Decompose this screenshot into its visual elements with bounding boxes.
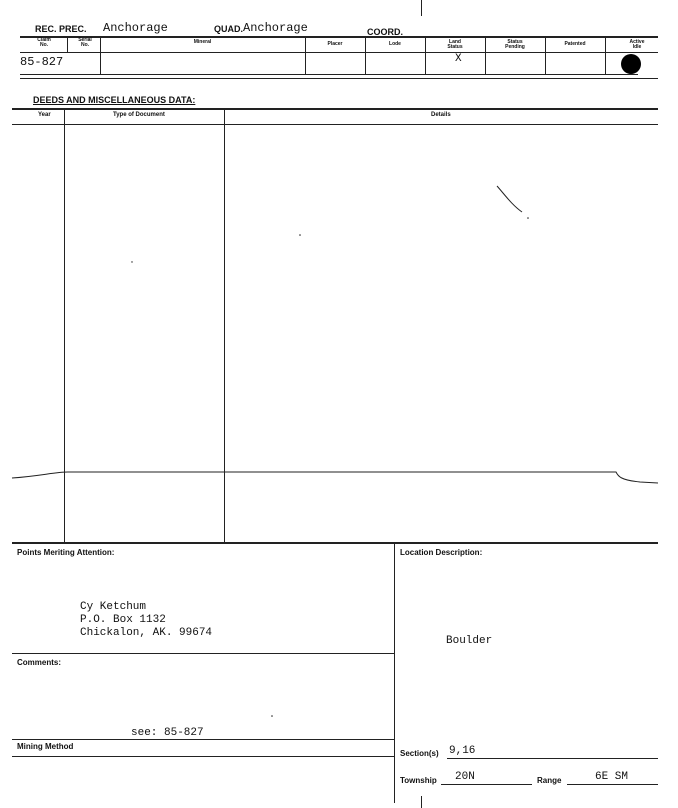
top-tick-mark	[421, 0, 422, 16]
township-value: 20N	[455, 771, 475, 783]
bottom-col-divider	[394, 543, 395, 803]
col-land-status-header: Land Status	[447, 39, 463, 50]
claim-row-bottom-rule	[20, 74, 638, 75]
col-divider	[605, 37, 606, 74]
mining-method-bottom-rule	[12, 756, 394, 757]
quad-value: Anchorage	[243, 21, 308, 35]
location-description-label: Location Description:	[400, 548, 483, 557]
col-divider	[67, 37, 68, 52]
range-label: Range	[537, 776, 562, 785]
deeds-col-details: Details	[431, 112, 451, 118]
sections-value: 9,16	[449, 745, 476, 757]
col-patented-header: Patented	[564, 41, 586, 47]
rec-prec-label: REC. PREC.	[35, 24, 87, 34]
range-value: 6E SM	[595, 771, 629, 783]
subheader-rule	[20, 52, 658, 53]
quad-label: QUAD.	[214, 24, 243, 34]
deeds-header-rule	[12, 124, 658, 125]
land-status-mark: X	[455, 53, 462, 65]
col-status-pending-header: Status Pending	[505, 39, 525, 50]
claim-number-value: 85-827	[20, 55, 64, 69]
col-placer-header: Placer	[327, 41, 343, 47]
col-claim-no-header: Claim No.	[37, 37, 51, 48]
deeds-top-rule	[12, 108, 658, 110]
deeds-section-title: DEEDS AND MISCELLANEOUS DATA:	[33, 95, 196, 105]
mining-method-top-rule	[12, 739, 394, 740]
col-active-idle-header: Active Idle	[629, 39, 645, 50]
points-label: Points Meriting Attention:	[17, 548, 115, 557]
col-mineral-header: Mineral	[193, 39, 212, 45]
township-label: Township	[400, 776, 437, 785]
comments-top-rule	[12, 653, 394, 654]
township-underline	[441, 784, 532, 785]
deeds-col-divider-1	[64, 108, 65, 542]
active-idle-dot	[621, 54, 641, 74]
deeds-bottom-rule	[12, 542, 658, 544]
col-lode-header: Lode	[389, 41, 401, 47]
points-line-name: Cy Ketchum	[80, 601, 147, 613]
bottom-tick-mark	[421, 796, 422, 808]
comments-label: Comments:	[17, 658, 62, 667]
header-rule	[20, 36, 658, 38]
points-line-po-box: P.O. Box 1132	[80, 614, 166, 626]
deeds-col-divider-2	[224, 108, 225, 542]
claim-row-under-rule	[20, 78, 658, 79]
sections-label: Section(s)	[400, 749, 439, 758]
comments-text: see: 85-827	[131, 727, 204, 739]
location-description-text: Boulder	[446, 635, 493, 647]
points-line-city: Chickalon, AK. 99674	[80, 627, 213, 639]
mining-method-label: Mining Method	[17, 742, 74, 751]
range-underline	[567, 784, 658, 785]
deeds-col-type: Type of Document	[113, 112, 165, 118]
deeds-col-year: Year	[38, 112, 51, 118]
coord-label: COORD.	[367, 27, 403, 37]
col-serial-no-header: Serial No.	[78, 37, 92, 48]
rec-prec-value: Anchorage	[103, 21, 168, 35]
sections-underline	[447, 758, 658, 759]
